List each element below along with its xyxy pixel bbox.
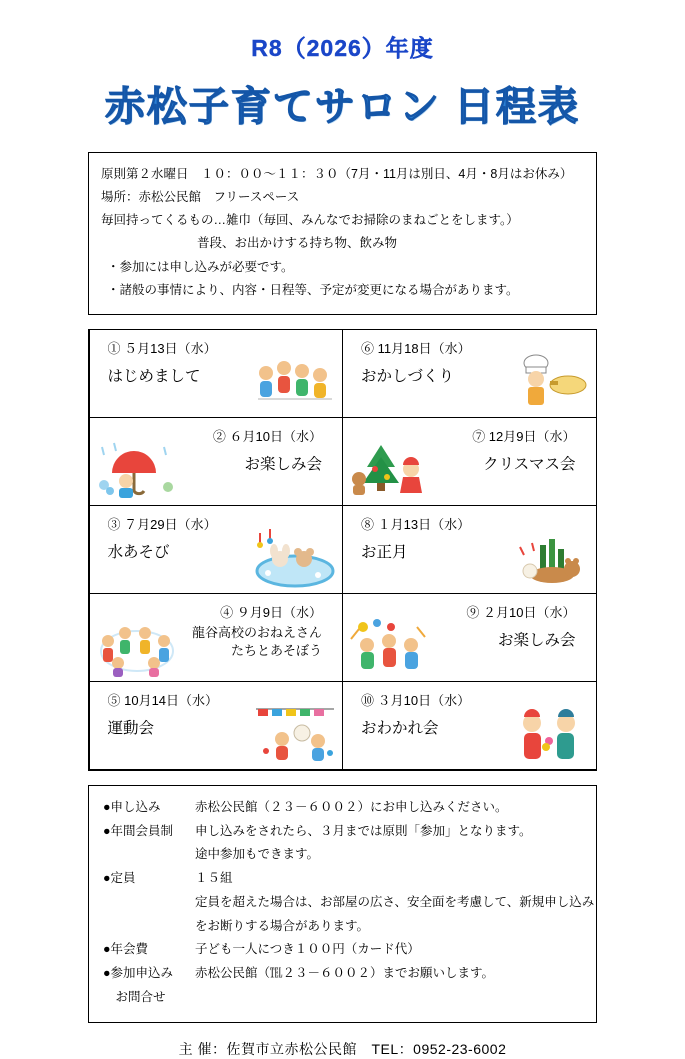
page-header — [0, 0, 685, 132]
info-subline: 定員を超えた場合は、お部屋の広さ、安全面を考慮して、新規申し込み — [195, 894, 595, 909]
schedule-date: ⑤ 10月14日（水） — [107, 693, 219, 709]
info-row — [103, 986, 584, 1010]
schedule-cell — [89, 417, 344, 506]
schedule-event: 運動会 — [107, 720, 155, 738]
new-year-decoration-icon — [506, 527, 592, 589]
info-subline: をお断りする場合があります。 — [195, 918, 370, 933]
schedule-event: お正月 — [361, 544, 408, 562]
notice-line-1: 原則第２水曜日 １０：００～１１：３０（7月・11月は別日、4月・8月はお休み） — [101, 167, 573, 181]
info-label: ●年間会員制 — [103, 823, 174, 838]
info-row — [103, 938, 584, 962]
children-playing-icon — [252, 351, 338, 413]
footer-organizer: 主 催：佐賀市立赤松公民館 TEL：0952-23-6002 — [178, 1040, 507, 1057]
schedule-cell — [89, 681, 344, 770]
farewell-flowers-icon — [506, 703, 592, 765]
schedule-date: ④ ９月9日（水） — [220, 605, 322, 621]
schedule-event: お楽しみ会 — [497, 632, 576, 650]
pool-play-icon — [252, 527, 338, 589]
schedule-event: おわかれ会 — [361, 720, 439, 738]
schedule-date: ③ ７月29日（水） — [107, 517, 217, 533]
notice-line-3: 毎回持ってくるもの…雑巾（毎回、みんなでお掃除のまねごとをします。） — [101, 213, 519, 228]
info-subline: 途中参加もできます。 — [195, 847, 320, 862]
info-label: ●参加申込み — [103, 966, 174, 980]
sports-day-icon — [252, 703, 338, 765]
christmas-tree-icon — [347, 439, 433, 501]
schedule-event: 龍谷高校のおねえさん たちとあそぼう — [191, 625, 322, 658]
info-value: 赤松公民館（２３－６００２）にお申し込みください。 — [195, 799, 508, 814]
info-label: ●定員 — [103, 871, 136, 885]
notice-line-6: ・諸般の事情により、内容・日程等、予定が変更になる場合があります。 — [107, 282, 519, 297]
notice-line-4: 普段、お出かけする持ち物、飲み物 — [197, 236, 398, 251]
schedule-cell — [342, 417, 597, 506]
info-value: 申し込みをされたら、３月までは原則「参加」となります。 — [195, 823, 532, 838]
page-title: 赤松子育てサロン 日程表 — [104, 85, 581, 129]
rainy-umbrella-icon — [94, 439, 180, 501]
circle-dance-icon — [94, 615, 180, 677]
schedule-cell — [89, 329, 344, 418]
chef-baking-icon — [506, 351, 592, 413]
party-kids-icon — [347, 615, 433, 677]
info-label: ●年会費 — [103, 942, 149, 957]
info-row — [103, 820, 584, 844]
schedule-event: お楽しみ会 — [244, 456, 322, 474]
notice-line-2: 場所：赤松公民館 フリースペース — [101, 190, 300, 205]
schedule-date: ② ６月10日（水） — [212, 429, 322, 445]
info-value: １５組 — [195, 871, 233, 885]
info-value: 赤松公民館（℡２３－６００２）までお願いします。 — [195, 966, 495, 980]
info-label: ●申し込み — [103, 799, 161, 814]
schedule-date: ⑦ 12月9日（水） — [472, 429, 576, 445]
schedule-event: はじめまして — [107, 368, 201, 386]
info-row — [103, 962, 584, 986]
info-row — [103, 796, 584, 820]
schedule-cell — [342, 593, 597, 682]
notice-line-5: ・参加には申し込みが必要です。 — [107, 259, 294, 274]
schedule-event: 水あそび — [107, 544, 170, 562]
schedule-cell — [342, 681, 597, 770]
schedule-cell — [342, 329, 597, 418]
year-label: R8（2026）年度 — [251, 35, 434, 61]
info-box — [88, 785, 597, 1023]
schedule-event: クリスマス会 — [483, 456, 576, 474]
schedule-date: ⑧ １月13日（水） — [361, 517, 471, 533]
schedule-event: おかしづくり — [361, 368, 455, 386]
info-label: お問合せ — [103, 989, 166, 1004]
info-value — [195, 986, 584, 1010]
schedule-date: ⑥ 11月18日（水） — [361, 341, 471, 357]
schedule-date: ① ５月13日（水） — [107, 341, 217, 357]
info-value: 子ども一人につき１００円（カード代） — [195, 942, 420, 957]
schedule-date: ⑩ ３月10日（水） — [361, 693, 471, 709]
schedule-cell — [342, 505, 597, 594]
schedule-cell — [89, 505, 344, 594]
info-row — [103, 867, 584, 891]
schedule-grid — [88, 329, 597, 771]
schedule-cell — [89, 593, 344, 682]
schedule-date: ⑨ ２月10日（水） — [466, 605, 576, 621]
notice-box — [88, 152, 597, 315]
